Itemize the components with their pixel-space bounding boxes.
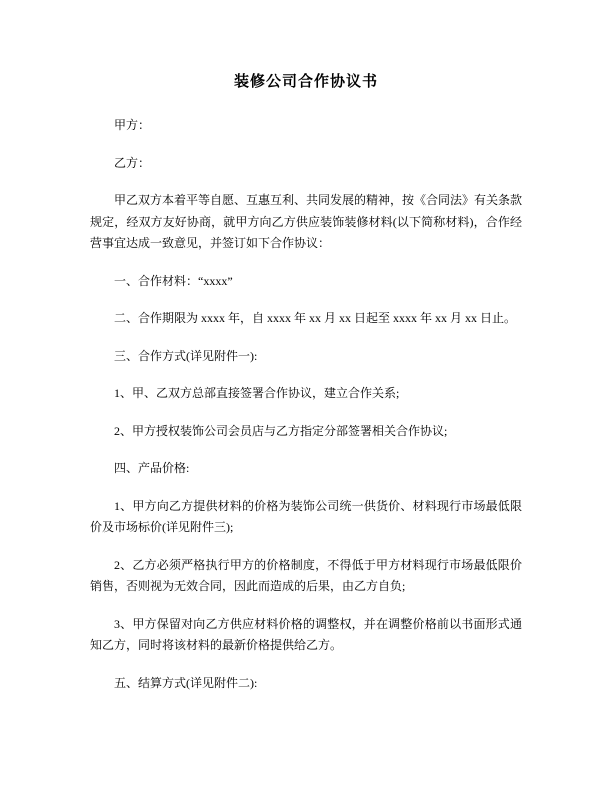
clause-4-price: 四、产品价格: [114, 461, 190, 475]
clause-2-term: 二、合作期限为 xxxx 年，自 xxxx 年 xx 月 xx 日起至 xxxx 年 xx 月 xx 日止。 [114, 311, 517, 325]
clause-3-method: 三、合作方式(详见附件一): [114, 348, 258, 363]
clause-3-item-2: 2、甲方授权装饰公司会员店与乙方指定分部签署相关合作协议; [114, 423, 448, 438]
clause-3-item-1: 1、甲、乙双方总部直接签署合作协议，建立合作关系; [114, 386, 400, 400]
clause-4-item-2: 2、乙方必须严格执行甲方的价格制度，不得低于甲方材料现行市场最低限价销售，否则视为无效合同，因此而造成的后果，由乙方自负; [90, 557, 522, 593]
party-a-line: 甲方： [114, 118, 151, 132]
document-title: 装修公司合作协议书 [233, 74, 378, 90]
preamble-paragraph: 甲乙双方本着平等自愿、互惠互利、共同发展的精神，按《合同法》有关条款规定，经双方友好协商，就甲方向乙方供应装饰装修材料(以下简称材料)，合作经营事宜达成一致意见，并签订如下合作协议： [90, 193, 523, 250]
clause-4-item-1: 1、甲方向乙方提供材料的价格为装饰公司统一供货价、材料现行市场最低限价及市场标价(详见附件三); [90, 498, 522, 534]
clause-1-materials: 一、合作材料：“xxxx” [114, 273, 233, 288]
clause-4-item-3: 3、甲方保留对向乙方供应材料价格的调整权，并在调整价格前以书面形式通知乙方，同时将该材料的最新价格提供给乙方。 [90, 616, 522, 652]
party-b-line: 乙方： [114, 155, 151, 170]
clause-5-settlement: 五、结算方式(详见附件二): [114, 675, 258, 690]
